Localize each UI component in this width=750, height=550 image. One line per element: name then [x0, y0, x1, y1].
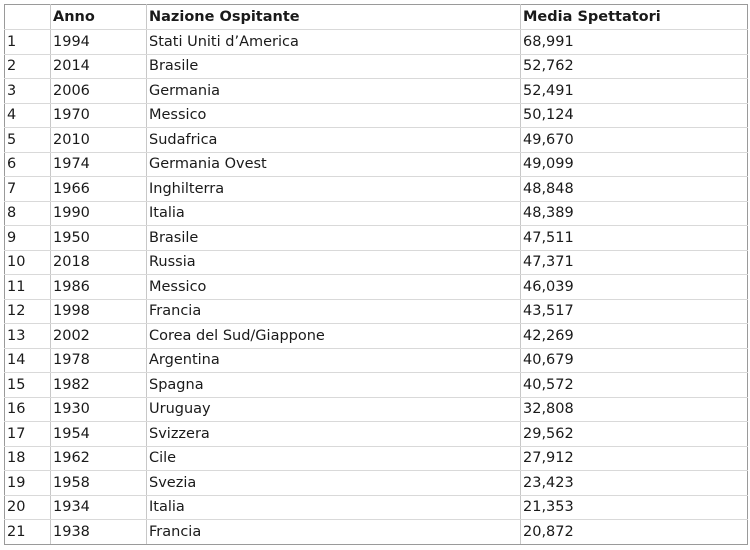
- year-cell: 1986: [51, 275, 147, 300]
- average-attendance-cell: 48,389: [521, 201, 748, 226]
- average-attendance-cell: 52,762: [521, 54, 748, 79]
- table-row: [5, 177, 748, 202]
- average-attendance-cell: 21,353: [521, 495, 748, 520]
- average-attendance-cell: 42,269: [521, 324, 748, 349]
- host-country-cell: Svizzera: [147, 422, 521, 447]
- host-country-cell: Sudafrica: [147, 128, 521, 153]
- host-country-cell: Spagna: [147, 373, 521, 398]
- row-index-cell: 19: [5, 471, 51, 496]
- average-attendance-cell: 49,670: [521, 128, 748, 153]
- host-country-cell: Italia: [147, 495, 521, 520]
- year-cell: 1938: [51, 520, 147, 545]
- host-country-cell: Stati Uniti d’America: [147, 30, 521, 55]
- table-row: [5, 299, 748, 324]
- row-index-cell: 12: [5, 299, 51, 324]
- table-row: [5, 79, 748, 104]
- year-cell: 1970: [51, 103, 147, 128]
- year-cell: 1950: [51, 226, 147, 251]
- host-country-cell: Messico: [147, 103, 521, 128]
- table-row: [5, 397, 748, 422]
- table-row: [5, 495, 748, 520]
- average-attendance-cell: 29,562: [521, 422, 748, 447]
- row-index-cell: 14: [5, 348, 51, 373]
- year-cell: 1934: [51, 495, 147, 520]
- average-attendance-cell: 23,423: [521, 471, 748, 496]
- host-country-cell: Italia: [147, 201, 521, 226]
- row-index-cell: 9: [5, 226, 51, 251]
- row-index-cell: 8: [5, 201, 51, 226]
- row-index-cell: 20: [5, 495, 51, 520]
- row-index-cell: 5: [5, 128, 51, 153]
- year-cell: 2014: [51, 54, 147, 79]
- average-attendance-cell: 47,511: [521, 226, 748, 251]
- table-row: [5, 103, 748, 128]
- row-index-cell: 3: [5, 79, 51, 104]
- average-attendance-cell: 47,371: [521, 250, 748, 275]
- table-row: [5, 422, 748, 447]
- table-row: [5, 471, 748, 496]
- year-cell: 2010: [51, 128, 147, 153]
- row-index-cell: 17: [5, 422, 51, 447]
- average-attendance-cell: 50,124: [521, 103, 748, 128]
- average-attendance-cell: 49,099: [521, 152, 748, 177]
- average-attendance-cell: 52,491: [521, 79, 748, 104]
- table-row: [5, 128, 748, 153]
- host-country-cell: Svezia: [147, 471, 521, 496]
- row-index-cell: 4: [5, 103, 51, 128]
- year-cell: 1982: [51, 373, 147, 398]
- year-cell: 1994: [51, 30, 147, 55]
- header-average: Media Spettatori: [521, 5, 748, 30]
- average-attendance-cell: 40,572: [521, 373, 748, 398]
- table-row: [5, 373, 748, 398]
- year-cell: 1974: [51, 152, 147, 177]
- year-cell: 1954: [51, 422, 147, 447]
- row-index-cell: 15: [5, 373, 51, 398]
- host-country-cell: Germania Ovest: [147, 152, 521, 177]
- row-index-cell: 10: [5, 250, 51, 275]
- header-year: Anno: [51, 5, 147, 30]
- year-cell: 1998: [51, 299, 147, 324]
- row-index-cell: 16: [5, 397, 51, 422]
- year-cell: 1958: [51, 471, 147, 496]
- year-cell: 1990: [51, 201, 147, 226]
- table-body: [5, 30, 748, 545]
- row-index-cell: 1: [5, 30, 51, 55]
- average-attendance-cell: 48,848: [521, 177, 748, 202]
- year-cell: 1978: [51, 348, 147, 373]
- average-attendance-cell: 68,991: [521, 30, 748, 55]
- table-row: [5, 226, 748, 251]
- table-row: [5, 201, 748, 226]
- row-index-cell: 6: [5, 152, 51, 177]
- table-row: [5, 324, 748, 349]
- header-index: [5, 5, 51, 30]
- row-index-cell: 11: [5, 275, 51, 300]
- average-attendance-cell: 46,039: [521, 275, 748, 300]
- host-country-cell: Russia: [147, 250, 521, 275]
- average-attendance-cell: 20,872: [521, 520, 748, 545]
- table-row: [5, 348, 748, 373]
- header-host: Nazione Ospitante: [147, 5, 521, 30]
- table-row: [5, 54, 748, 79]
- table-row: [5, 520, 748, 545]
- host-country-cell: Germania: [147, 79, 521, 104]
- host-country-cell: Francia: [147, 299, 521, 324]
- year-cell: 2002: [51, 324, 147, 349]
- average-attendance-cell: 27,912: [521, 446, 748, 471]
- table-row: [5, 152, 748, 177]
- host-country-cell: Corea del Sud/Giappone: [147, 324, 521, 349]
- year-cell: 1930: [51, 397, 147, 422]
- host-country-cell: Cile: [147, 446, 521, 471]
- host-country-cell: Brasile: [147, 54, 521, 79]
- host-country-cell: Argentina: [147, 348, 521, 373]
- table-row: [5, 446, 748, 471]
- host-country-cell: Messico: [147, 275, 521, 300]
- average-attendance-cell: 40,679: [521, 348, 748, 373]
- host-country-cell: Inghilterra: [147, 177, 521, 202]
- row-index-cell: 13: [5, 324, 51, 349]
- average-attendance-cell: 43,517: [521, 299, 748, 324]
- host-country-cell: Brasile: [147, 226, 521, 251]
- year-cell: 2018: [51, 250, 147, 275]
- year-cell: 1966: [51, 177, 147, 202]
- host-country-cell: Uruguay: [147, 397, 521, 422]
- table-row: [5, 250, 748, 275]
- row-index-cell: 2: [5, 54, 51, 79]
- attendance-table: [4, 4, 748, 545]
- table-row: [5, 275, 748, 300]
- year-cell: 1962: [51, 446, 147, 471]
- table-row: [5, 30, 748, 55]
- row-index-cell: 7: [5, 177, 51, 202]
- header-row: [5, 5, 748, 30]
- host-country-cell: Francia: [147, 520, 521, 545]
- year-cell: 2006: [51, 79, 147, 104]
- average-attendance-cell: 32,808: [521, 397, 748, 422]
- row-index-cell: 18: [5, 446, 51, 471]
- row-index-cell: 21: [5, 520, 51, 545]
